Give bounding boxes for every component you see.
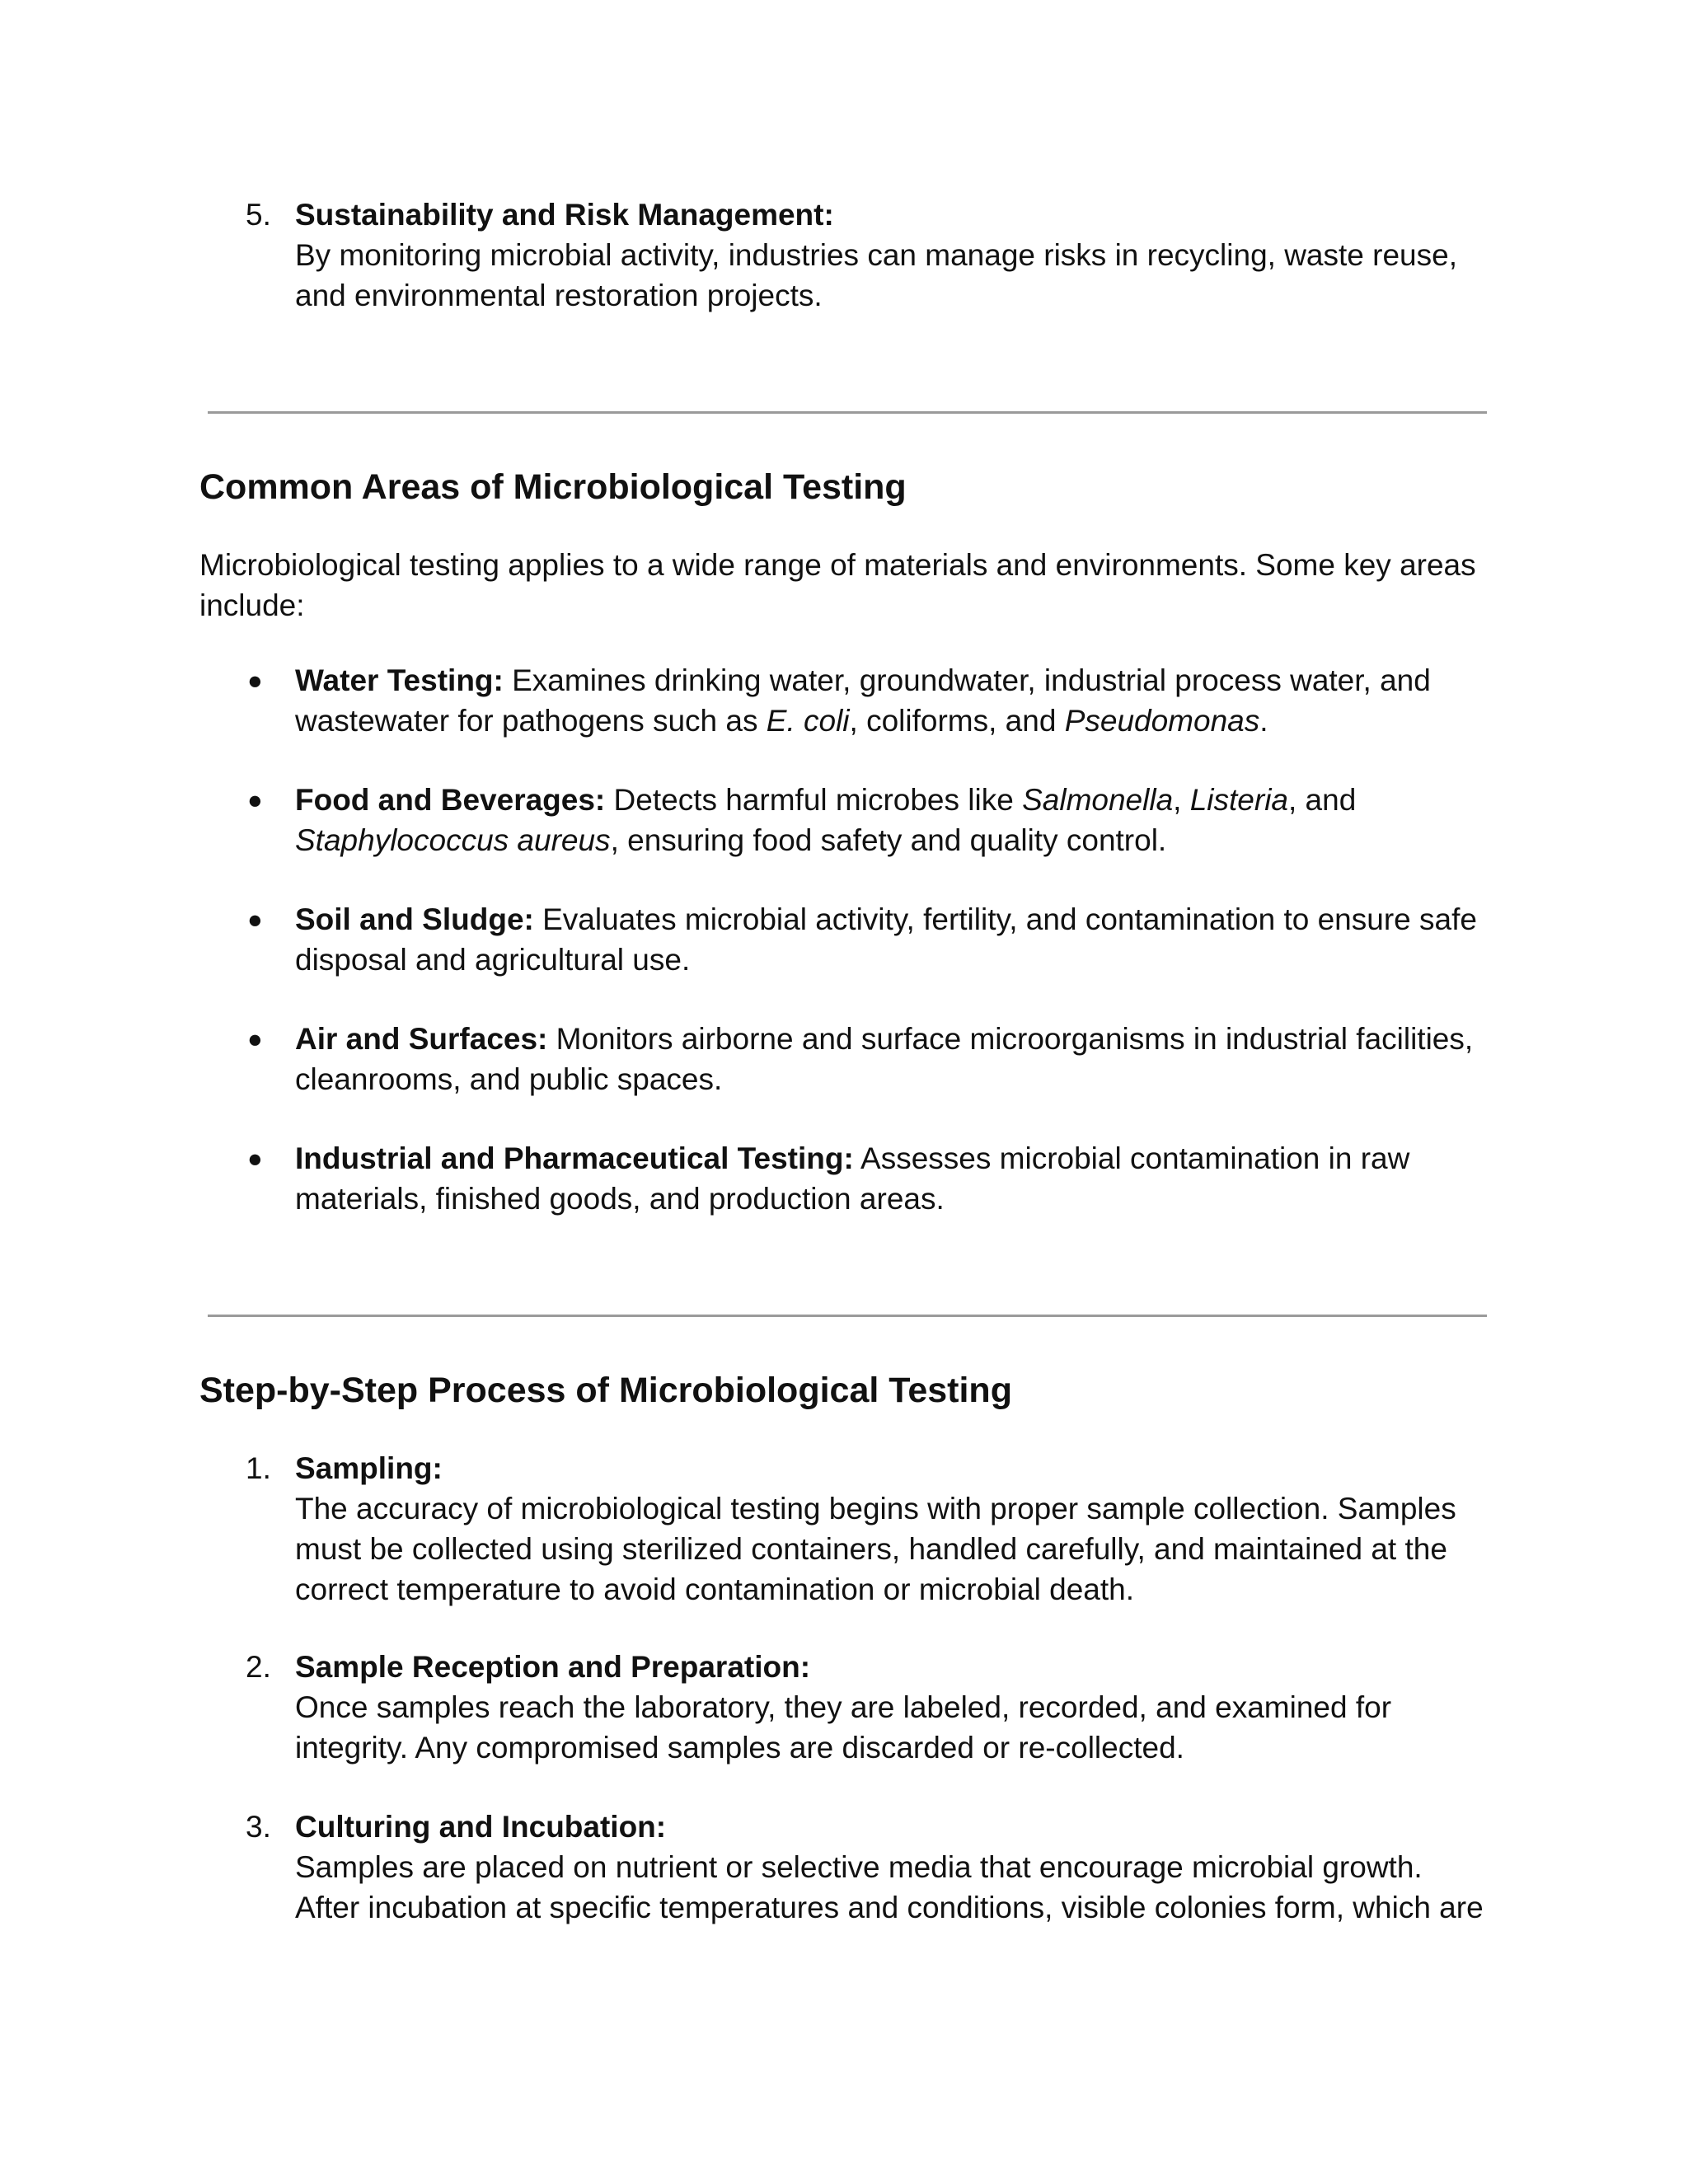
species-name: E. coli (766, 704, 850, 738)
section-heading-areas: Common Areas of Microbiological Testing (199, 467, 907, 507)
step-text: must be collected using sterilized containers, handled carefully, and maintained at the (295, 1532, 1447, 1566)
list-item-text: By monitoring microbial activity, industries can manage risks in recycling, waste reuse, (295, 238, 1457, 272)
list-item-text: Assesses microbial contamination in raw (853, 1141, 1410, 1175)
bullet-icon: ● (247, 1144, 263, 1173)
list-item-text: wastewater for pathogens such as (295, 704, 767, 738)
list-item-industrial-pharma (295, 1138, 1409, 1219)
list-item-text: Examines drinking water, groundwater, industrial process water, and (503, 663, 1431, 697)
step-title: Sample Reception and Preparation: (295, 1650, 811, 1684)
list-item-text: disposal and agricultural use. (295, 943, 691, 977)
step-sampling (295, 1448, 1456, 1610)
section-intro (199, 545, 1476, 626)
list-number: 5. (246, 198, 271, 232)
step-text: Once samples reach the laboratory, they are labeled, recorded, and examined for (295, 1690, 1392, 1724)
list-item-text: , and (1288, 783, 1357, 817)
list-item-water-testing (295, 660, 1431, 741)
species-name: Pseudomonas (1064, 704, 1260, 738)
intro-text: include: (199, 588, 305, 622)
list-item-text: . (1259, 704, 1268, 738)
step-title: Sampling: (295, 1451, 443, 1485)
species-name: Staphylococcus aureus (295, 823, 611, 857)
step-text: The accuracy of microbiological testing begins with proper sample collection. Samples (295, 1492, 1456, 1526)
list-item-soil-sludge (295, 899, 1477, 980)
list-item-text: , coliforms, and (849, 704, 1065, 738)
step-text: After incubation at specific temperatures and conditions, visible colonies form, which are (295, 1891, 1484, 1924)
list-item-text: and environmental restoration projects. (295, 279, 823, 312)
list-item-title: Soil and Sludge: (295, 902, 534, 936)
list-item-sustainability (295, 194, 1457, 316)
step-title: Culturing and Incubation: (295, 1810, 667, 1844)
list-item-air-surfaces (295, 1019, 1473, 1099)
species-name: Listeria (1189, 783, 1288, 817)
step-sample-reception (295, 1647, 1391, 1768)
species-name: Salmonella (1022, 783, 1174, 817)
list-item-title: Sustainability and Risk Management: (295, 198, 834, 232)
intro-text: Microbiological testing applies to a wide range of materials and environments. Some key areas (199, 548, 1476, 582)
list-item-title: Industrial and Pharmaceutical Testing: (295, 1141, 854, 1175)
bullet-icon: ● (247, 1024, 263, 1053)
list-item-text: Evaluates microbial activity, fertility, and contamination to ensure safe (533, 902, 1477, 936)
bullet-icon: ● (247, 666, 263, 695)
list-number: 3. (246, 1810, 271, 1844)
list-item-food-beverages (295, 780, 1356, 860)
list-item-title: Food and Beverages: (295, 783, 606, 817)
bullet-icon: ● (247, 905, 263, 934)
list-item-text: Detects harmful microbes like (605, 783, 1023, 817)
list-item-text: , ensuring food safety and quality control. (610, 823, 1167, 857)
section-divider (208, 411, 1487, 414)
section-divider (208, 1315, 1487, 1317)
step-culturing (295, 1807, 1484, 1928)
step-text: integrity. Any compromised samples are discarded or re-collected. (295, 1731, 1184, 1765)
list-item-text: , (1173, 783, 1190, 817)
list-item-title: Water Testing: (295, 663, 504, 697)
section-heading-process: Step-by-Step Process of Microbiological Testing (199, 1371, 1012, 1410)
list-item-text: Monitors airborne and surface microorganisms in industrial facilities, (547, 1022, 1474, 1056)
bullet-icon: ● (247, 785, 263, 814)
list-item-text: cleanrooms, and public spaces. (295, 1062, 723, 1096)
step-text: correct temperature to avoid contamination or microbial death. (295, 1572, 1135, 1606)
list-item-title: Air and Surfaces: (295, 1022, 548, 1056)
list-number: 2. (246, 1650, 271, 1684)
list-number: 1. (246, 1451, 271, 1485)
list-item-text: materials, finished goods, and production areas. (295, 1182, 945, 1216)
step-text: Samples are placed on nutrient or selective media that encourage microbial growth. (295, 1850, 1423, 1884)
